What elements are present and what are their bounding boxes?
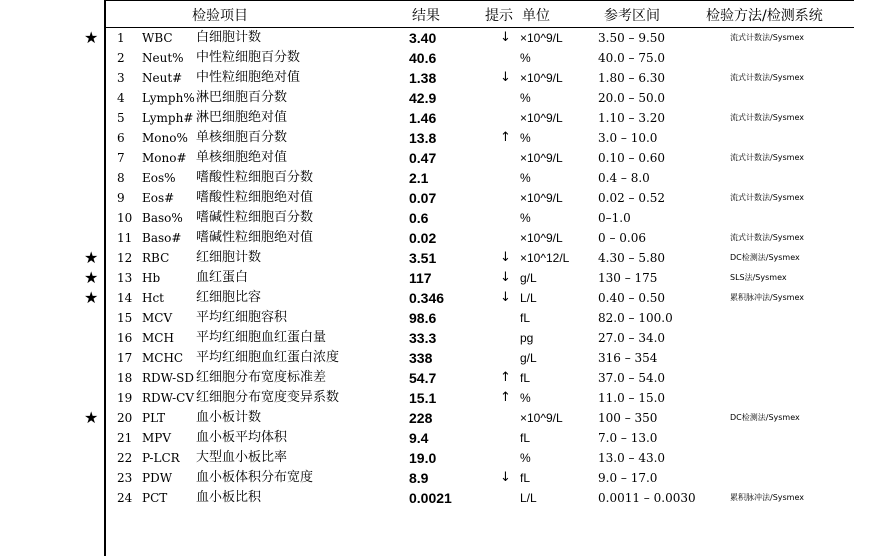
unit-text: fL — [520, 471, 531, 485]
reference-range: 3.0 – 10.0 — [598, 131, 658, 145]
table-row — [0, 68, 888, 88]
row-number: 1 — [117, 31, 125, 45]
table-row — [0, 108, 888, 128]
item-code: Baso# — [142, 231, 182, 245]
result-value: 54.7 — [409, 370, 437, 386]
result-value: 3.40 — [409, 30, 437, 46]
item-name: 红细胞比容 — [196, 290, 262, 305]
reference-range: 1.10 – 3.20 — [598, 111, 666, 125]
row-number: 15 — [117, 311, 133, 325]
row-number: 7 — [117, 151, 125, 165]
row-number: 6 — [117, 131, 125, 145]
flag-arrow: ↓ — [500, 70, 511, 85]
reference-range: 316 – 354 — [598, 351, 658, 365]
unit-text: % — [520, 211, 531, 225]
item-name: 中性粒细胞百分数 — [196, 50, 301, 65]
row-number: 18 — [117, 371, 133, 385]
table-row — [0, 48, 888, 68]
table-row — [0, 208, 888, 228]
unit-text: fL — [520, 311, 531, 325]
table-row — [0, 428, 888, 448]
flag-arrow: ↑ — [500, 130, 511, 145]
table-row — [0, 148, 888, 168]
header-item: 检验项目 — [192, 8, 248, 24]
reference-range: 37.0 – 54.0 — [598, 371, 666, 385]
row-number: 20 — [117, 411, 133, 425]
unit-text: % — [520, 391, 531, 405]
item-name: 红细胞分布宽度变异系数 — [196, 390, 340, 405]
reference-range: 4.30 – 5.80 — [598, 251, 666, 265]
item-name: 血小板体积分布宽度 — [196, 470, 314, 485]
unit-text: % — [520, 451, 531, 465]
unit-text: ×10^9/L — [520, 191, 563, 205]
unit-text: pg — [520, 331, 534, 345]
row-number: 5 — [117, 111, 125, 125]
item-code: Hct — [142, 291, 165, 305]
result-value: 117 — [409, 270, 432, 286]
unit-text: ×10^9/L — [520, 411, 563, 425]
star-marker: ★ — [84, 408, 99, 427]
row-number: 4 — [117, 91, 125, 105]
result-value: 98.6 — [409, 310, 437, 326]
unit-text: ×10^9/L — [520, 71, 563, 85]
unit-text: fL — [520, 431, 531, 445]
item-code: P-LCR — [142, 451, 180, 465]
unit-text: fL — [520, 371, 531, 385]
table-row — [0, 468, 888, 488]
unit-text: g/L — [520, 351, 537, 365]
table-row — [0, 388, 888, 408]
row-number: 24 — [117, 491, 133, 505]
row-number: 21 — [117, 431, 133, 445]
unit-text: % — [520, 51, 531, 65]
reference-range: 1.80 – 6.30 — [598, 71, 666, 85]
reference-range: 20.0 – 50.0 — [598, 91, 666, 105]
item-name: 单核细胞绝对值 — [196, 150, 288, 165]
table-row — [0, 168, 888, 188]
method-text: 流式计数法/Sysmex — [730, 193, 804, 202]
item-code: MCV — [142, 311, 173, 325]
result-value: 9.4 — [409, 430, 429, 446]
row-number: 11 — [117, 231, 133, 245]
table-row — [0, 448, 888, 468]
result-value: 8.9 — [409, 470, 429, 486]
result-value: 1.46 — [409, 110, 437, 126]
result-value: 0.6 — [409, 210, 429, 226]
method-text: SLS法/Sysmex — [730, 273, 787, 282]
reference-range: 100 – 350 — [598, 411, 658, 425]
item-name: 血小板计数 — [196, 410, 262, 425]
table-row — [0, 308, 888, 328]
item-name: 血小板比积 — [196, 490, 262, 505]
item-name: 大型血小板比率 — [196, 450, 288, 465]
reference-range: 27.0 – 34.0 — [598, 331, 666, 345]
reference-range: 11.0 – 15.0 — [598, 391, 666, 405]
unit-text: ×10^9/L — [520, 231, 563, 245]
item-code: Baso% — [142, 211, 183, 225]
item-code: PCT — [142, 491, 168, 505]
item-name: 血红蛋白 — [196, 270, 249, 285]
item-code: MCHC — [142, 351, 184, 365]
unit-text: % — [520, 171, 531, 185]
reference-range: 13.0 – 43.0 — [598, 451, 666, 465]
item-name: 红细胞计数 — [196, 250, 262, 265]
result-value: 33.3 — [409, 330, 437, 346]
method-text: 流式计数法/Sysmex — [730, 153, 804, 162]
item-name: 红细胞分布宽度标准差 — [196, 370, 327, 385]
reference-range: 7.0 – 13.0 — [598, 431, 658, 445]
item-code: PLT — [142, 411, 166, 425]
reference-range: 0 – 0.06 — [598, 231, 646, 245]
flag-arrow: ↓ — [500, 270, 511, 285]
star-marker: ★ — [84, 28, 99, 47]
row-number: 9 — [117, 191, 125, 205]
table-row — [0, 188, 888, 208]
unit-text: ×10^9/L — [520, 151, 563, 165]
flag-arrow: ↓ — [500, 470, 511, 485]
table-row — [0, 88, 888, 108]
reference-range: 0.0011 – 0.0030 — [598, 491, 696, 505]
item-code: RBC — [142, 251, 170, 265]
result-value: 19.0 — [409, 450, 437, 466]
reference-range: 0.02 – 0.52 — [598, 191, 666, 205]
unit-text: L/L — [520, 491, 537, 505]
row-number: 10 — [117, 211, 133, 225]
table-row — [0, 288, 888, 308]
table-row — [0, 348, 888, 368]
reference-range: 0.40 – 0.50 — [598, 291, 666, 305]
table-row — [0, 368, 888, 388]
item-code: Mono# — [142, 151, 187, 165]
result-value: 13.8 — [409, 130, 437, 146]
row-number: 19 — [117, 391, 133, 405]
item-code: RDW-SD — [142, 371, 195, 385]
result-value: 40.6 — [409, 50, 437, 66]
item-code: MPV — [142, 431, 172, 445]
reference-range: 9.0 – 17.0 — [598, 471, 658, 485]
unit-text: g/L — [520, 271, 537, 285]
reference-range: 3.50 – 9.50 — [598, 31, 666, 45]
method-text: DC检测法/Sysmex — [730, 253, 800, 262]
item-code: Neut% — [142, 51, 184, 65]
star-marker: ★ — [84, 288, 99, 307]
header-hint: 提示 — [485, 8, 513, 24]
method-text: 流式计数法/Sysmex — [730, 233, 804, 242]
unit-text: L/L — [520, 291, 537, 305]
flag-arrow: ↓ — [500, 250, 511, 265]
item-name: 嗜碱性粒细胞绝对值 — [196, 230, 314, 245]
flag-arrow: ↓ — [500, 290, 511, 305]
table-row — [0, 228, 888, 248]
item-code: Hb — [142, 271, 161, 285]
header-method: 检验方法/检测系统 — [706, 8, 823, 24]
item-name: 中性粒细胞绝对值 — [196, 70, 301, 85]
star-marker: ★ — [84, 268, 99, 287]
item-name: 平均红细胞血红蛋白浓度 — [196, 350, 340, 365]
item-name: 嗜碱性粒细胞百分数 — [196, 210, 314, 225]
result-value: 0.07 — [409, 190, 437, 206]
header-ref: 参考区间 — [604, 8, 660, 24]
unit-text: ×10^12/L — [520, 251, 570, 265]
result-value: 3.51 — [409, 250, 437, 266]
table-row — [0, 328, 888, 348]
method-text: 流式计数法/Sysmex — [730, 113, 804, 122]
row-number: 17 — [117, 351, 133, 365]
item-code: WBC — [142, 31, 173, 45]
result-value: 0.47 — [409, 150, 437, 166]
method-text: DC检测法/Sysmex — [730, 413, 800, 422]
reference-range: 0–1.0 — [598, 211, 631, 225]
row-number: 22 — [117, 451, 133, 465]
result-value: 228 — [409, 410, 433, 426]
unit-text: % — [520, 91, 531, 105]
row-number: 13 — [117, 271, 133, 285]
reference-range: 40.0 – 75.0 — [598, 51, 666, 65]
table-row — [0, 128, 888, 148]
unit-text: ×10^9/L — [520, 111, 563, 125]
table-row — [0, 408, 888, 428]
table-row — [0, 28, 888, 48]
method-text: 流式计数法/Sysmex — [730, 33, 804, 42]
row-number: 16 — [117, 331, 133, 345]
item-code: Eos% — [142, 171, 176, 185]
result-value: 338 — [409, 350, 433, 366]
item-code: Mono% — [142, 131, 188, 145]
item-code: Lymph# — [142, 111, 194, 125]
reference-range: 130 – 175 — [598, 271, 658, 285]
flag-arrow: ↓ — [500, 30, 511, 45]
result-value: 0.0021 — [409, 490, 452, 506]
unit-text: ×10^9/L — [520, 31, 563, 45]
unit-text: % — [520, 131, 531, 145]
star-marker: ★ — [84, 248, 99, 267]
row-number: 12 — [117, 251, 133, 265]
top-border-line — [106, 0, 854, 1]
table-row — [0, 248, 888, 268]
item-name: 嗜酸性粒细胞绝对值 — [196, 190, 314, 205]
item-name: 白细胞计数 — [196, 30, 262, 45]
reference-range: 0.4 – 8.0 — [598, 171, 650, 185]
item-code: Neut# — [142, 71, 183, 85]
item-name: 淋巴细胞百分数 — [196, 90, 288, 105]
item-name: 血小板平均体积 — [196, 430, 288, 445]
row-number: 23 — [117, 471, 133, 485]
item-code: Lymph% — [142, 91, 195, 105]
method-text: 累积脉冲法/Sysmex — [730, 293, 804, 302]
reference-range: 0.10 – 0.60 — [598, 151, 666, 165]
item-name: 嗜酸性粒细胞百分数 — [196, 170, 314, 185]
result-value: 42.9 — [409, 90, 437, 106]
row-number: 3 — [117, 71, 125, 85]
method-text: 流式计数法/Sysmex — [730, 73, 804, 82]
item-name: 淋巴细胞绝对值 — [196, 110, 288, 125]
row-number: 8 — [117, 171, 125, 185]
result-value: 0.02 — [409, 230, 437, 246]
row-number: 14 — [117, 291, 133, 305]
result-value: 2.1 — [409, 170, 429, 186]
method-text: 累积脉冲法/Sysmex — [730, 493, 804, 502]
item-name: 平均红细胞容积 — [196, 310, 288, 325]
header-unit: 单位 — [522, 8, 550, 24]
table-row — [0, 268, 888, 288]
row-number: 2 — [117, 51, 125, 65]
item-code: PDW — [142, 471, 173, 485]
result-value: 15.1 — [409, 390, 437, 406]
flag-arrow: ↑ — [500, 370, 511, 385]
table-row — [0, 488, 888, 508]
item-code: MCH — [142, 331, 174, 345]
item-code: Eos# — [142, 191, 175, 205]
item-name: 单核细胞百分数 — [196, 130, 288, 145]
item-code: RDW-CV — [142, 391, 195, 405]
reference-range: 82.0 – 100.0 — [598, 311, 673, 325]
item-name: 平均红细胞血红蛋白量 — [196, 330, 327, 345]
result-value: 1.38 — [409, 70, 437, 86]
result-value: 0.346 — [409, 290, 445, 306]
flag-arrow: ↑ — [500, 390, 511, 405]
header-result: 结果 — [412, 8, 440, 24]
